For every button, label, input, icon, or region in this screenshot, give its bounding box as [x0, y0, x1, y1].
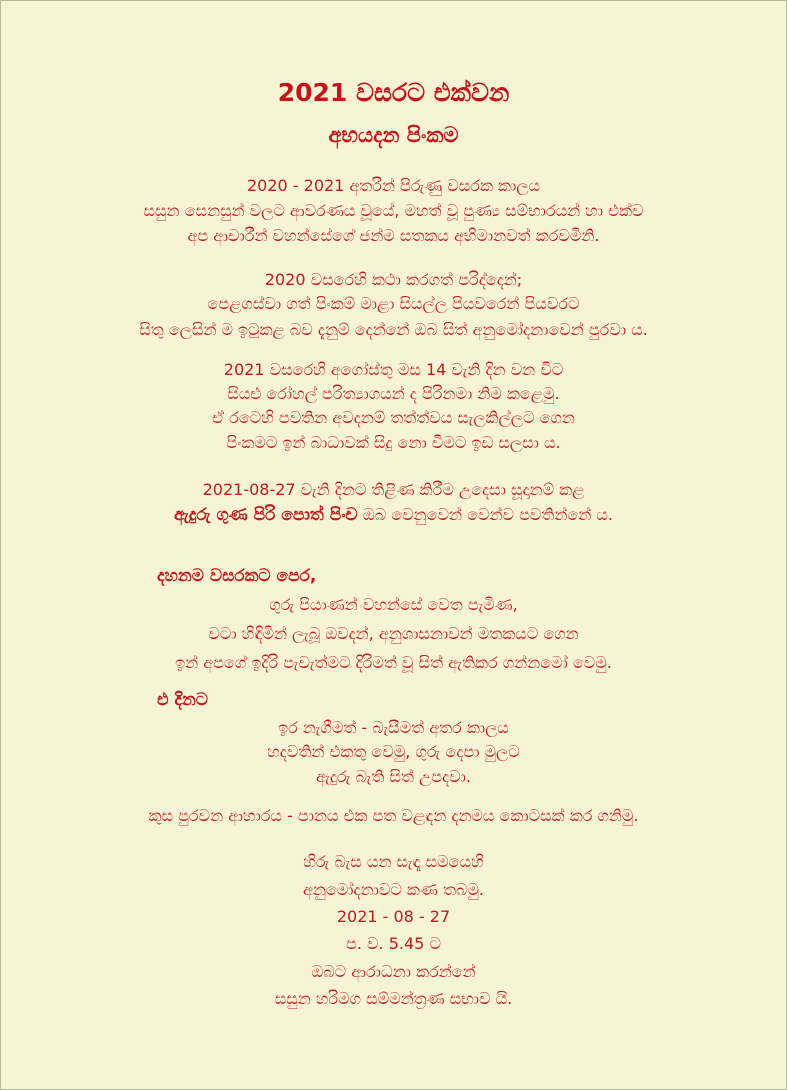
dedication-line	[0, 505, 787, 525]
section-2021-line: පිංකමට ඉන් බාධාවක් සිදු නො වීමට ඉඩ සලසා ය.	[226, 433, 561, 452]
dedication-rest: ඔබ වෙනුවෙන් වෙන්ව පවතින්නේ ය.	[357, 505, 613, 524]
offering-line: කුස පුරවන ආහාරය - පානය එක පත වළඳන දනමය කොටසක් කර ගනිමු.	[148, 806, 639, 825]
before-line: ඉන් අපගේ ඉදිරි පැවැත්මට දිරිමත් වූ සිත් ඇතිකර ගන්නමෝ වෙමු.	[175, 653, 612, 672]
event-date: 2021 - 08 - 27	[336, 907, 451, 926]
section-2020-line: සිතු ලෙසින් ම ඉටුකළ බව දැනුම් දෙන්නේ ඔබ සිත් අනුමෝදනාවෙන් පුරවා ය.	[139, 320, 648, 339]
page-title: 2021 වසරට එක්වන	[277, 78, 510, 107]
before-line: ගුරු පියාණන් වහන්සේ වෙත පැමිණ,	[269, 595, 518, 614]
intro-line: අප ආචාරීන් වහන්සේගේ ජන්ම සතකය අභිමානවත් කරවමිනි.	[187, 226, 600, 245]
closing-line: හිරු බැස යන සැඳෑ සමයෙහි	[303, 852, 484, 871]
section-2021-line: 2021 වසරෙහි අගෝස්තු මස 14 වැනි දින වන විට	[223, 360, 564, 379]
page-subtitle: අභයදන පිංකම	[328, 123, 459, 147]
section-2021-line: සියළු රෝහල් පරිත්‍යාගයන් ද පිරිනමා නිම කළෙමු.	[227, 384, 560, 403]
section-2020-line: පෙළගස්වා ගත් පිංකම් මාළා සියල්ල පියවරෙන් පියවරට	[207, 294, 580, 313]
book-name: ඇදුරු ගුණ පිරි පොත් පිංච	[174, 505, 358, 525]
before-line: වටා හිඳිමින් ලැබූ ඔවදන්, අනුශාසනාවන් මතකයට ගෙන	[208, 624, 579, 643]
organizer: සසුන හරිමග සම්මන්ත්‍රණ සභාව යි.	[274, 989, 513, 1008]
onday-heading: එ දිනට	[157, 690, 209, 710]
intro-line: සසුන සෙනසුන් වලට ආවරණය වූයේ, මහත් වූ පුණ්‍ය සම්භාරයන් හා එක්ව	[143, 201, 644, 220]
before-heading: දහනම වසරකට පෙර,	[157, 566, 317, 586]
dedication-line: 2021-08-27 වැනි දිනට තිළිණ කිරීම උදෙසා සූදානම් කළ	[202, 480, 585, 499]
closing-line: අනුමෝදනාවට කණ තබමු.	[302, 880, 485, 899]
onday-line: ඉර නැගීමත් - බැසීමත් අතර කාලය	[278, 718, 509, 737]
event-time: ප. ව. 5.45 ට	[346, 934, 441, 953]
intro-line: 2020 - 2021 අතරින් පිරුණු වසරක කාලය	[246, 176, 541, 195]
onday-line: ඇදුරු බැති සිත් උපදවා.	[315, 767, 472, 786]
section-2020-line: 2020 වසරෙහි කථා කරගත් පරිද්දෙන්;	[264, 270, 523, 289]
closing-line: ඔබට ආරාධනා කරන්නේ	[311, 962, 476, 981]
onday-line: හදවතින් එකතු වෙමු, ගුරු දෙපා මුලට	[267, 742, 520, 761]
section-2021-line: ඒ රටෙහි පවතින අවදනම් තත්ත්වය සැලකිල්ලට ගෙන	[212, 408, 575, 427]
